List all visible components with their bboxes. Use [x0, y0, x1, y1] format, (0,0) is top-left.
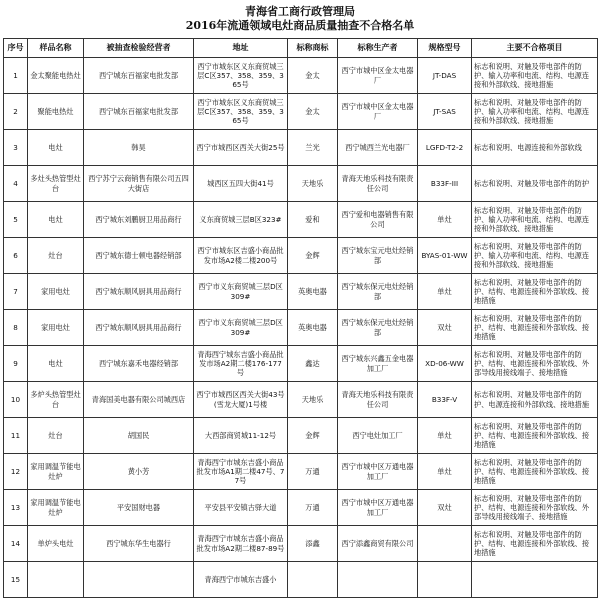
cell-brand: [288, 562, 338, 598]
cell-problem: 标志和说明、对触及带电部件的防护、结构、电源连接和外部软线、接地措施: [472, 526, 598, 562]
cell-problem: 标志和说明、对触及带电部件的防护、电源连接和外部软线、接地措施: [472, 382, 598, 418]
cell-address: 西宁市城西区西关大街25号: [194, 130, 288, 166]
table-row: [4, 58, 598, 94]
cell-seller: 西宁城东顺风厨具用品商行: [84, 310, 194, 346]
cell-no: 11: [4, 418, 28, 454]
table-row: [4, 274, 598, 310]
cell-seller: 黄小芳: [84, 454, 194, 490]
cell-model: JT-SAS: [418, 94, 472, 130]
cell-model: 单灶: [418, 274, 472, 310]
cell-address: 西宁市城东区吉盛小商品批发市场A2楼二楼200号: [194, 238, 288, 274]
cell-problem: 标志和说明、对触及带电部件的防护、结构、电源连接和外部软线、接地措施: [472, 454, 598, 490]
cell-maker: 青海天地乐科技有限责任公司: [338, 166, 418, 202]
cell-maker: 青海天地乐科技有限责任公司: [338, 382, 418, 418]
table-row: [4, 238, 598, 274]
cell-model: JT-DAS: [418, 58, 472, 94]
cell-problem: 标志和说明、对触及带电部件的防护、结构、电源连接和外部软线、外部导线用接线端子、接地措施: [472, 490, 598, 526]
cell-seller: 西宁城东华生电器行: [84, 526, 194, 562]
cell-seller: [84, 562, 194, 598]
cell-model: 双灶: [418, 310, 472, 346]
cell-model: 双灶: [418, 490, 472, 526]
cell-no: 4: [4, 166, 28, 202]
cell-problem: [472, 562, 598, 598]
table-row: [4, 454, 598, 490]
cell-problem: 标志和说明、对触及带电部件的防护、输入功率和电流、结构、电源连接和外部软线、接地措施: [472, 202, 598, 238]
cell-address: 青海西宁市城东吉盛小: [194, 562, 288, 598]
table-row: [4, 562, 598, 598]
document-header: [0, 0, 600, 38]
cell-no: 6: [4, 238, 28, 274]
cell-sample-name: 家用调温节能电灶炉: [28, 454, 84, 490]
cell-problem: 标志和说明、对触及带电部件的防护、输入功率和电流、结构、电源连接和外部软线、接地措施: [472, 94, 598, 130]
cell-brand: 兰光: [288, 130, 338, 166]
col-header-brand: 标称商标: [288, 39, 338, 58]
cell-sample-name: 电灶: [28, 130, 84, 166]
cell-brand: 金太: [288, 94, 338, 130]
cell-seller: 青海国美电器有限公司城西店: [84, 382, 194, 418]
cell-no: 3: [4, 130, 28, 166]
cell-model: 单灶: [418, 202, 472, 238]
cell-seller: 西宁城东百福家电批发部: [84, 58, 194, 94]
cell-problem: 标志和说明、对触及带电部件的防护、结构、电源连接和外部软线、接地措施: [472, 418, 598, 454]
cell-maker: 西宁电灶加工厂: [338, 418, 418, 454]
cell-model: B33F-V: [418, 382, 472, 418]
cell-brand: 英奥电器: [288, 310, 338, 346]
cell-seller: 西宁城东刘鹏厨卫用品商行: [84, 202, 194, 238]
cell-brand: 万通: [288, 490, 338, 526]
cell-seller: 胡国民: [84, 418, 194, 454]
cell-problem: 标志和说明、电源连接和外部软线: [472, 130, 598, 166]
cell-no: 1: [4, 58, 28, 94]
cell-maker: 西宁市城中区金太电器厂: [338, 94, 418, 130]
cell-seller: 西宁城东顺风厨具用品商行: [84, 274, 194, 310]
cell-sample-name: [28, 562, 84, 598]
cell-maker: 西宁市城中区万通电器加工厂: [338, 490, 418, 526]
table-row: [4, 526, 598, 562]
cell-sample-name: 灶台: [28, 238, 84, 274]
cell-address: 平安县平安镇古驿大道: [194, 490, 288, 526]
cell-address: 西宁市城东区义东商贸城三层C区357、358、359、365号: [194, 94, 288, 130]
cell-brand: 英奥电器: [288, 274, 338, 310]
cell-brand: 金太: [288, 58, 338, 94]
cell-model: [418, 562, 472, 598]
cell-address: 西宁市义东商贸城三层D区309#: [194, 274, 288, 310]
cell-no: 12: [4, 454, 28, 490]
cell-maker: 西宁城东保元电灶经销部: [338, 310, 418, 346]
cell-no: 15: [4, 562, 28, 598]
cell-sample-name: 家用调温节能电灶炉: [28, 490, 84, 526]
cell-maker: 西宁城东保元电灶经销部: [338, 274, 418, 310]
cell-brand: 万通: [288, 454, 338, 490]
cell-sample-name: 电灶: [28, 346, 84, 382]
agency-title: 青海省工商行政管理局: [245, 5, 355, 18]
cell-seller: 西宁苏宁云商销售有限公司五四大街店: [84, 166, 194, 202]
cell-problem: 标志和说明、对触及带电部件的防护、结构、电源连接和外部软线、接地措施: [472, 310, 598, 346]
cell-problem: 标志和说明、对触及带电部件的防护: [472, 166, 598, 202]
table-row: [4, 346, 598, 382]
cell-maker: 西宁市城中区万通电器加工厂: [338, 454, 418, 490]
list-title: 2016年流通领域电灶商品质量抽查不合格名单: [185, 19, 415, 32]
cell-address: 义东商贸城三层B区323#: [194, 202, 288, 238]
table-row: [4, 382, 598, 418]
table-row: [4, 490, 598, 526]
cell-brand: 天地乐: [288, 382, 338, 418]
cell-no: 5: [4, 202, 28, 238]
cell-brand: 添鑫: [288, 526, 338, 562]
table-row: [4, 202, 598, 238]
cell-sample-name: 多炉头热管型灶台: [28, 382, 84, 418]
cell-address: 城西区五四大街41号: [194, 166, 288, 202]
cell-maker: 西宁城东兴鑫五金电器加工厂: [338, 346, 418, 382]
cell-model: BYAS-01-WW: [418, 238, 472, 274]
cell-model: B33F-III: [418, 166, 472, 202]
col-header-no: 序号: [4, 39, 28, 58]
cell-brand: 天地乐: [288, 166, 338, 202]
cell-problem: 标志和说明、对触及带电部件的防护、输入功率和电流、结构、电源连接和外部软线、接地措施: [472, 238, 598, 274]
cell-address: 青海西宁市城东吉盛小商品批发市场A1期二楼47号、77号: [194, 454, 288, 490]
cell-no: 8: [4, 310, 28, 346]
cell-sample-name: 灶台: [28, 418, 84, 454]
cell-brand: 鑫达: [288, 346, 338, 382]
cell-maker: 西宁城西兰光电器厂: [338, 130, 418, 166]
cell-problem: 标志和说明、对触及带电部件的防护、结构、电源连接和外部软线、外部导线用接线端子、接地措施: [472, 346, 598, 382]
table-row: [4, 94, 598, 130]
table-row: [4, 166, 598, 202]
table-row: [4, 418, 598, 454]
cell-sample-name: 电灶: [28, 202, 84, 238]
table-header-row: [4, 39, 598, 58]
col-header-maker: 标称生产者: [338, 39, 418, 58]
cell-sample-name: 家用电灶: [28, 310, 84, 346]
cell-maker: 西宁市城中区金太电器厂: [338, 58, 418, 94]
col-header-problem: 主要不合格项目: [472, 39, 598, 58]
cell-sample-name: 单炉头电灶: [28, 526, 84, 562]
cell-no: 14: [4, 526, 28, 562]
cell-address: 青海西宁市城东吉盛小商品批发市场A2期二楼87-89号: [194, 526, 288, 562]
cell-model: [418, 526, 472, 562]
cell-sample-name: 家用电灶: [28, 274, 84, 310]
cell-brand: 金辉: [288, 418, 338, 454]
cell-problem: 标志和说明、对触及带电部件的防护、结构、电源连接和外部软线、接地措施: [472, 274, 598, 310]
cell-maker: 西宁添鑫商贸有限公司: [338, 526, 418, 562]
col-header-address: 地址: [194, 39, 288, 58]
cell-address: 西宁市城西区西关大街43号(雪龙大厦)1号楼: [194, 382, 288, 418]
cell-model: 单灶: [418, 418, 472, 454]
cell-no: 9: [4, 346, 28, 382]
cell-model: 单灶: [418, 454, 472, 490]
table-row: [4, 130, 598, 166]
col-header-model: 规格型号: [418, 39, 472, 58]
cell-no: 7: [4, 274, 28, 310]
cell-address: 西宁市城东区义东商贸城三层C区357、358、359、365号: [194, 58, 288, 94]
col-header-name: 样品名称: [28, 39, 84, 58]
cell-no: 2: [4, 94, 28, 130]
table-row: [4, 310, 598, 346]
cell-seller: 平安国财电器: [84, 490, 194, 526]
failed-products-table: [3, 38, 598, 598]
cell-address: 青海西宁城东吉盛小商品批发市场A2期二楼176-177号: [194, 346, 288, 382]
cell-no: 10: [4, 382, 28, 418]
cell-brand: 爱和: [288, 202, 338, 238]
cell-address: 西宁市义东商贸城三层D区309#: [194, 310, 288, 346]
cell-seller: 西宁城东百福家电批发部: [84, 94, 194, 130]
cell-sample-name: 金太聚能电热灶: [28, 58, 84, 94]
cell-maker: [338, 562, 418, 598]
cell-seller: 西宁城东德士顿电器经销部: [84, 238, 194, 274]
cell-brand: 金辉: [288, 238, 338, 274]
cell-address: 大西部商贸城11-12号: [194, 418, 288, 454]
cell-model: XD-06-WW: [418, 346, 472, 382]
cell-seller: 西宁城东嘉禾电器经销部: [84, 346, 194, 382]
cell-model: LGFD-T2-2: [418, 130, 472, 166]
cell-sample-name: 聚能电热灶: [28, 94, 84, 130]
cell-maker: 西宁城东宝元电灶经销部: [338, 238, 418, 274]
col-header-seller: 被抽查检验经营者: [84, 39, 194, 58]
cell-sample-name: 多灶头热管型灶台: [28, 166, 84, 202]
cell-seller: 韩昊: [84, 130, 194, 166]
cell-no: 13: [4, 490, 28, 526]
cell-problem: 标志和说明、对触及带电部件的防护、输入功率和电流、结构、电源连接和外部软线、接地措施: [472, 58, 598, 94]
cell-maker: 西宁爱和电器销售有限公司: [338, 202, 418, 238]
